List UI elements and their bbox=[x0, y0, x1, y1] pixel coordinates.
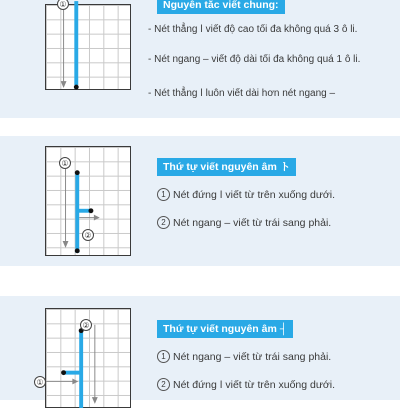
horizontal-stroke bbox=[64, 371, 82, 375]
section2-step-2: 2 Nét ngang – viết từ trái sang phải. bbox=[157, 216, 331, 230]
end-dot bbox=[75, 248, 80, 253]
section2-step-1: 1 Nét đứng ǀ viết từ trên xuống dưới. bbox=[157, 188, 335, 202]
section3-step-2: 2 Nét đứng ǀ viết từ trên xuống dưới. bbox=[157, 378, 335, 392]
section1-rule-3: - Nét thẳng ǀ luôn viết dài hơn nét ngang – bbox=[148, 88, 336, 99]
section3-header: Thứ tự viết nguyên âm ┤ bbox=[157, 320, 293, 338]
section3-marker-2: ② bbox=[80, 319, 92, 331]
section2-marker-2: ② bbox=[82, 229, 94, 241]
dot bbox=[88, 208, 93, 213]
arrow-head-icon bbox=[72, 379, 78, 385]
vowel-glyph: ┤ bbox=[279, 323, 288, 335]
section3-marker-1: ① bbox=[34, 376, 46, 388]
section2-marker-1: ① bbox=[59, 157, 71, 169]
section1-rule-1: - Nét thẳng ǀ viết độ cao tối đa không quá 3 ô li. bbox=[148, 24, 358, 35]
section1-grid bbox=[45, 4, 131, 90]
section3-step-1: 1 Nét ngang – viết từ trái sang phải. bbox=[157, 350, 331, 364]
vowel-glyph: ト bbox=[279, 161, 291, 173]
arrow-head-icon bbox=[94, 215, 100, 221]
arrow-head-icon bbox=[63, 241, 69, 248]
arrow-head-icon bbox=[92, 397, 98, 404]
start-dot bbox=[75, 170, 80, 175]
section2-header: Thứ tự viết nguyên âm ト bbox=[157, 158, 296, 176]
arrow-head-icon bbox=[61, 81, 67, 88]
dot bbox=[61, 370, 66, 375]
end-dot bbox=[74, 85, 79, 90]
vertical-stroke bbox=[74, 1, 78, 85]
section1-header: Nguyên tắc viết chung: bbox=[157, 0, 285, 14]
vertical-stroke bbox=[79, 331, 83, 408]
section1-rule-2: - Nét ngang – viết độ dài tối đa không quá 1 ô li. bbox=[148, 54, 361, 65]
section1-marker-1: ① bbox=[57, 0, 69, 10]
